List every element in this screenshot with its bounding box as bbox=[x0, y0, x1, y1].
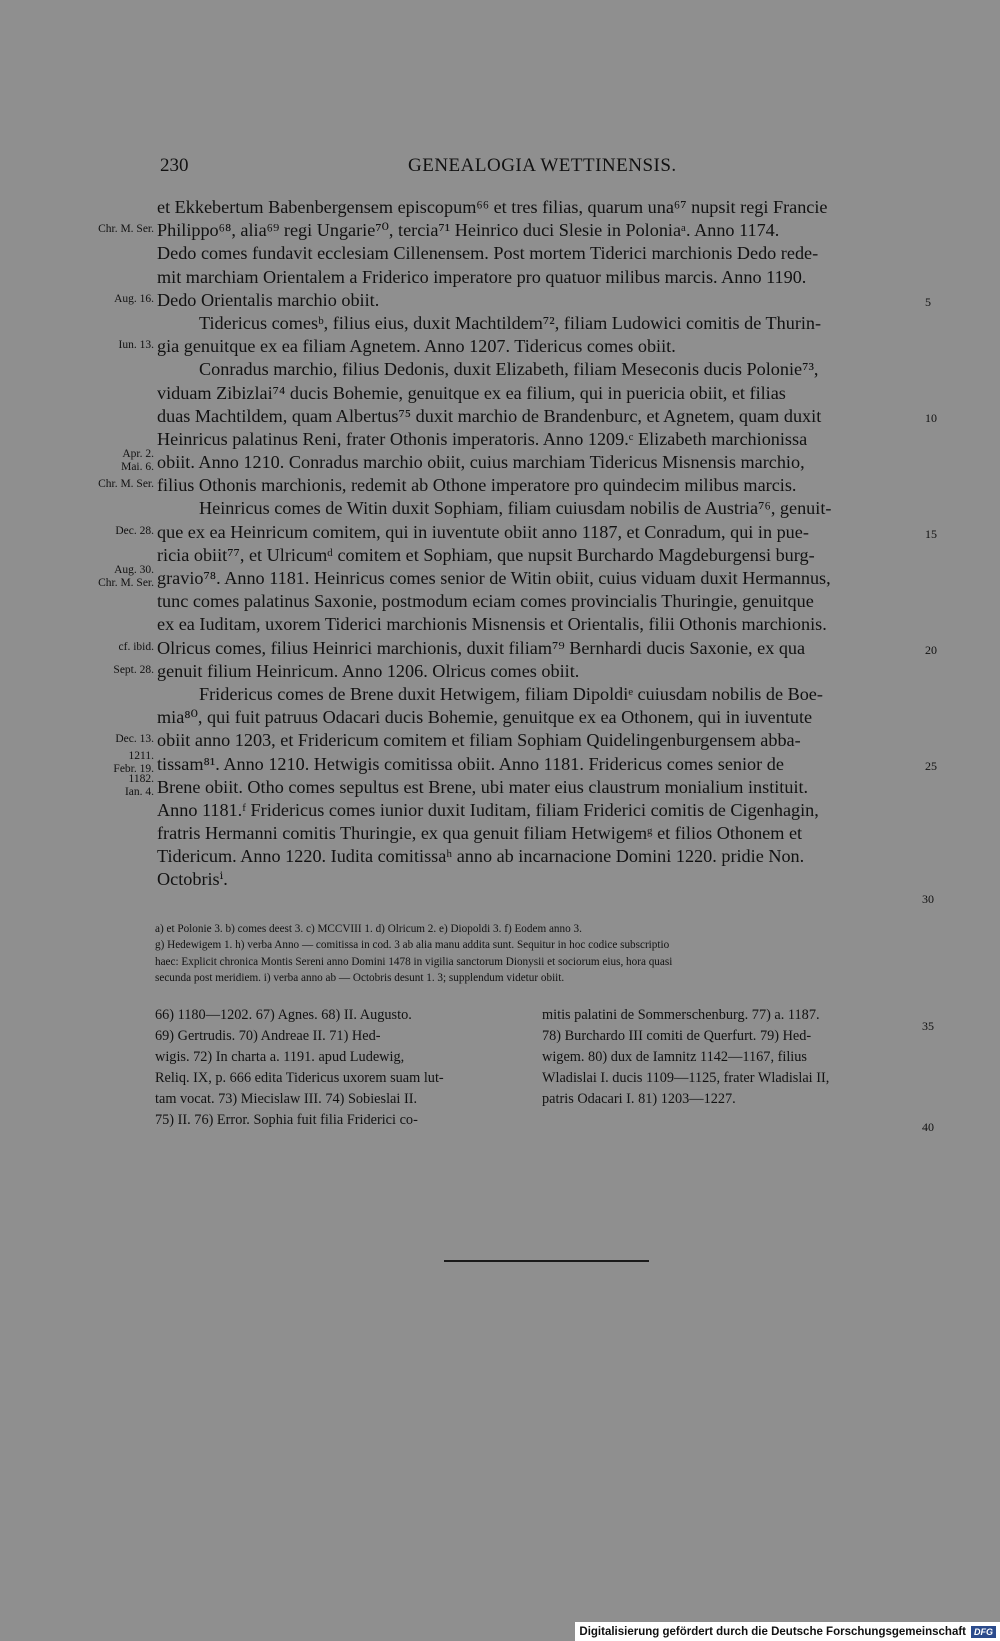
text-line bbox=[0, 637, 1000, 660]
line-text: viduam Zibizlai⁷⁴ ducis Bohemie, genuitque ex ea filium, qui in puericia obiit, et filias bbox=[157, 382, 786, 403]
text-line bbox=[0, 683, 1000, 706]
line-text: tunc comes palatinus Saxonie, postmodum eciam comes provincialis Thuringie, genuitque bbox=[157, 591, 814, 612]
line-text: Dedo Orientalis marchio obiit. bbox=[157, 289, 380, 310]
margin-note: Iun. 13. bbox=[118, 339, 154, 352]
footnote-line: wigem. 80) dux de Iamnitz 1142—1167, filius bbox=[542, 1049, 807, 1065]
line-text: Anno 1181.ᶠ Fridericus comes iunior duxit Iuditam, filiam Friderici comitis de Cigenhagin, bbox=[157, 799, 819, 820]
text-line bbox=[0, 822, 1000, 845]
footnote-line: mitis palatini de Sommerschenburg. 77) a. 1187. bbox=[542, 1007, 820, 1023]
line-text: Fridericus comes de Brene duxit Hetwigem, filiam Dipoldiᵉ cuiusdam nobilis de Boe- bbox=[199, 683, 823, 704]
line-text: Tidericus comesᵇ, filius eius, duxit Machtildem⁷², filiam Ludowici comitis de Thurin- bbox=[199, 312, 822, 333]
text-line bbox=[0, 521, 1000, 544]
dfg-logo: DFG bbox=[971, 1626, 996, 1638]
text-line bbox=[0, 312, 1000, 335]
line-text: Heinricus comes de Witin duxit Sophiam, filiam cuiusdam nobilis de Austria⁷⁶, genuit- bbox=[199, 498, 832, 519]
line-text: Brene obiit. Otho comes sepultus est Brene, ubi mater eius claustrum monialium instituit. bbox=[157, 776, 809, 797]
line-text: Heinricus palatinus Reni, frater Othonis imperatoris. Anno 1209.ᶜ Elizabeth marchionissa bbox=[157, 428, 808, 449]
margin-note: Dec. 28. bbox=[115, 524, 154, 537]
footer-text: Digitalisierung gefördert durch die Deutsche Forschungsgemeinschaft bbox=[579, 1625, 966, 1638]
line-text: ricia obiit⁷⁷, et Ulricumᵈ comitem et Sophiam, que nupsit Burchardo Magdeburgensi burg- bbox=[157, 544, 815, 565]
line-text: ex ea Iuditam, uxorem Tiderici marchionis Misnensis et Orientalis, filii Othonis marchionis. bbox=[157, 614, 827, 635]
line-text: Conradus marchio, filius Dedonis, duxit Elizabeth, filiam Meseconis ducis Polonie⁷³, bbox=[199, 359, 819, 380]
line-text: tissam⁸¹. Anno 1210. Hetwigis comitissa obiit. Anno 1181. Fridericus comes senior de bbox=[157, 753, 784, 774]
text-line bbox=[0, 772, 1000, 799]
line-text: que ex ea Heinricum comitem, qui in iuventute obiit anno 1187, et Conradum, qui in pue- bbox=[157, 521, 809, 542]
page-number: 230 bbox=[160, 155, 189, 176]
line-text: Olricus comes, filius Heinrici marchionis, duxit filiam⁷⁹ Bernhardi ducis Saxonie, ex qua bbox=[157, 637, 806, 658]
apparatus-line: a) et Polonie 3. b) comes deest 3. c) MCCVIII 1. d) Olricum 2. e) Diopoldi 3. f) Eodem anno 3. bbox=[155, 923, 582, 935]
line-text: gravio⁷⁸. Anno 1181. Heinricus comes senior de Witin obiit, cuius viduam duxit Hermannus, bbox=[157, 568, 831, 588]
text-line bbox=[0, 335, 1000, 358]
line-number: 25 bbox=[925, 758, 937, 773]
margin-note: 1182. Ian. 4. bbox=[124, 772, 154, 798]
text-line bbox=[0, 242, 1000, 265]
line-text: obiit anno 1203, et Fridericum comitem et filiam Sophiam Quidelingenburgensem abba- bbox=[157, 730, 801, 751]
text-line bbox=[0, 706, 1000, 729]
apparatus-line: haec: Explicit chronica Montis Sereni anno Domini 1478 in vigilia sanctorum Dionysii et sociorum eius, hora quasi bbox=[155, 955, 673, 968]
margin-note: Apr. 2. Mai. 6. bbox=[121, 448, 154, 474]
line-text: Dedo comes fundavit ecclesiam Cillenensem. Post mortem Tiderici marchionis Dedo rede- bbox=[157, 243, 819, 264]
footnote-line: wigis. 72) In charta a. 1191. apud Ludewig, bbox=[155, 1049, 405, 1065]
line-text: mia⁸⁰, qui fuit patruus Odacari ducis Bohemie, genuitque ex ea Othonem, qui in iuventute bbox=[157, 707, 813, 728]
line-text: fratris Hermanni comitis Thuringie, ex qua genuit filiam Hetwigemᵍ et filios Othonem et bbox=[157, 823, 803, 844]
line-text: et Ekkebertum Babenbergensem episcopum⁶⁶ et tres filias, quarum una⁶⁷ nupsit regi Francie bbox=[157, 197, 828, 217]
text-line bbox=[0, 660, 1000, 683]
footnotes-left-column bbox=[155, 1005, 530, 1131]
footnote-line: 69) Gertrudis. 70) Andreae II. 71) Hed- bbox=[155, 1028, 381, 1044]
text-line bbox=[0, 289, 1000, 312]
divider-rule bbox=[444, 1260, 649, 1262]
text-line bbox=[0, 564, 1000, 590]
footnote-line: patris Odacari I. 81) 1203—1227. bbox=[542, 1091, 736, 1107]
text-line bbox=[0, 196, 1000, 219]
text-line bbox=[0, 358, 1000, 381]
text-line bbox=[0, 613, 1000, 636]
line-text: gia genuitque ex ea filiam Agnetem. Anno 1207. Tidericus comes obiit. bbox=[157, 336, 676, 357]
running-title: GENEALOGIA WETTINENSIS. bbox=[408, 155, 677, 176]
line-number: 15 bbox=[925, 526, 937, 541]
footnote-line: 78) Burchardo III comiti de Querfurt. 79) Hed- bbox=[542, 1028, 812, 1044]
margin-note: 1211. Febr. 19. bbox=[113, 749, 154, 775]
line-number: 20 bbox=[925, 642, 937, 657]
main-text bbox=[0, 196, 1000, 892]
line-text: filius Othonis marchionis, redemit ab Othone imperatore pro quindecim milibus marcis. bbox=[157, 475, 797, 496]
text-line bbox=[0, 405, 1000, 428]
line-text: duas Machtildem, quam Albertus⁷⁵ duxit marchio de Brandenburc, et Agnetem, quam duxit bbox=[157, 405, 822, 426]
line-text: mit marchiam Orientalem a Friderico imperatore pro quatuor milibus marcis. Anno 1190. bbox=[157, 266, 807, 287]
margin-note: Dec. 13. bbox=[115, 733, 154, 746]
funding-footer[interactable] bbox=[575, 1622, 1000, 1641]
footnote-line: 66) 1180—1202. 67) Agnes. 68) II. Augusto. bbox=[155, 1007, 412, 1023]
footnote-line: tam vocat. 73) Miecislaw III. 74) Sobieslai II. bbox=[155, 1091, 418, 1107]
line-number: 5 bbox=[925, 294, 931, 309]
line-number: 10 bbox=[925, 410, 937, 425]
critical-apparatus bbox=[155, 921, 920, 986]
line-text: genuit filium Heinricum. Anno 1206. Olricus comes obiit. bbox=[157, 660, 580, 681]
margin-note: Aug. 16. bbox=[114, 292, 154, 305]
line-text: Philippo⁶⁸, alia⁶⁹ regi Ungarie⁷⁰, tercia⁷¹ Heinrico duci Slesie in Poloniaᵃ. Anno 1174. bbox=[157, 220, 780, 241]
text-line bbox=[0, 266, 1000, 289]
margin-note: Aug. 30. Chr. M. Ser. bbox=[98, 564, 154, 589]
footnotes-right-column bbox=[542, 1005, 917, 1110]
line-number: 30 bbox=[922, 892, 934, 906]
footnote-line: Wladislai I. ducis 1109—1125, frater Wladislai II, bbox=[542, 1070, 830, 1086]
apparatus-line: secunda post meridiem. i) verba anno ab — Octobris desunt 1. 3; supplendum videtur obiit. bbox=[155, 971, 565, 984]
text-line bbox=[0, 474, 1000, 497]
margin-note: cf. ibid. bbox=[118, 640, 154, 653]
line-text: obiit. Anno 1210. Conradus marchio obiit, cuius marchiam Tidericus Misnensis marchio, bbox=[157, 452, 805, 473]
line-text: Octobrisⁱ. bbox=[157, 869, 228, 890]
footnote-line: Reliq. IX, p. 666 edita Tidericus uxorem suam lut- bbox=[155, 1070, 444, 1086]
text-line bbox=[0, 868, 1000, 891]
margin-note: Chr. M. Ser. bbox=[98, 478, 154, 491]
line-number: 40 bbox=[922, 1120, 934, 1134]
margin-note: Sept. 28. bbox=[113, 663, 154, 676]
apparatus-line: g) Hedewigem 1. h) verba Anno — comitissa in cod. 3 ab alia manu addita sunt. Sequitur in hoc codice subscriptio bbox=[155, 939, 670, 952]
text-line bbox=[0, 799, 1000, 822]
text-line bbox=[0, 845, 1000, 868]
margin-note: Chr. M. Ser. bbox=[98, 223, 154, 236]
text-line bbox=[0, 219, 1000, 242]
footnote-line: 75) II. 76) Error. Sophia fuit filia Friderici co- bbox=[155, 1112, 418, 1128]
line-number: 35 bbox=[922, 1019, 934, 1033]
line-text: Tidericum. Anno 1220. Iudita comitissaʰ anno ab incarnacione Domini 1220. pridie Non. bbox=[157, 846, 805, 867]
text-line bbox=[0, 590, 1000, 613]
text-line bbox=[0, 382, 1000, 405]
text-line bbox=[0, 497, 1000, 520]
text-line bbox=[0, 448, 1000, 474]
